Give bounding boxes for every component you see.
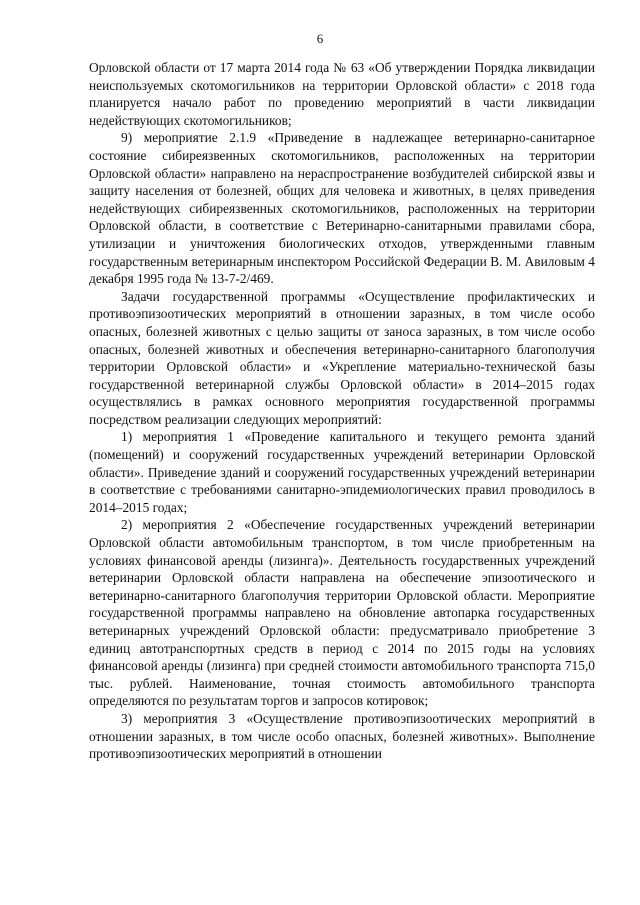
paragraph-item-9: 9) мероприятие 2.1.9 «Приведение в надлежащее ветеринарно-санитарное состояние сибиреязвенных скотомогильников, расположенных на территории Орловской области» направлено на нераспространение возбудителей сибирской язвы и защиту населения от болезней, общих для человека и животных, в целях приведения недействующих сибиреязвенных скотомогильников, расположенных на территории Орловской области, в соответствие с Ветеринарно-санитарными правилами сбора, утилизации и уничтожения биологических отходов, утвержденными главным государственным ветеринарным инспектором Российской Федерации В. М. Авиловым 4 декабря 1995 года № 13-7-2/469. (89, 130, 595, 287)
paragraph-program-tasks: Задачи государственной программы «Осуществление профилактических и противоэпизоотических мероприятий в отношении заразных, в том числе особо опасных, болезней животных с целью защиты от заноса заразных, в том числе особо опасных, болезней животных и обеспечения ветеринарно-санитарного благополучия территории Орловской области» и «Укрепление материально-технической базы государственной ветеринарной службы Орловской области» в 2014–2015 годах осуществлялись в рамках основного мероприятия государственной программы посредством реализации следующих мероприятий: (89, 288, 595, 427)
paragraph-measure-2: 2) мероприятия 2 «Обеспечение государственных учреждений ветеринарии Орловской области автомобильным транспортом, в том числе приобретенным на условиях финансовой аренды (лизинга)». Деятельность государственных учреждений ветеринарии Орловской области направлена на обеспечение эпизоотического и ветеринарно-санитарного благополучия территории Орловской области. Мероприятие государственной программы направлено на обновление автопарка государственных ветеринарных учреждений Орловской области: предусматривало приобретение 3 единиц автотранспортных средств в период с 2014 по 2015 годы на условиях финансовой аренды (лизинга) при средней стоимости автомобильного транспорта 715,0 тыс. рублей. Наименование, точная стоимость автомобильного транспорта определяются по результатам торгов и запросов котировок; (89, 517, 595, 709)
paragraph-measure-3: 3) мероприятия 3 «Осуществление противоэпизоотических мероприятий в отношении заразных, в том числе особо опасных, болезней животных». Выполнение противоэпизоотических мероприятий в отношении (89, 710, 595, 762)
page-number: 6 (316, 31, 324, 46)
document-body (89, 59, 595, 763)
paragraph-measure-1: 1) мероприятия 1 «Проведение капитального и текущего ремонта зданий (помещений) и сооружений государственных учреждений ветеринарии Орловской области». Приведение зданий и сооружений государственных учреждений ветеринарии в соответствие с требованиями санитарно-эпидемиологических правил проводилось в 2014–2015 годах; (89, 429, 595, 515)
paragraph-continuation: Орловской области от 17 марта 2014 года № 63 «Об утверждении Порядка ликвидации неиспользуемых скотомогильников на территории Орловской области» с 2018 года планируется начало работ по проведению мероприятий в части ликвидации недействующих скотомогильников; (89, 60, 595, 128)
